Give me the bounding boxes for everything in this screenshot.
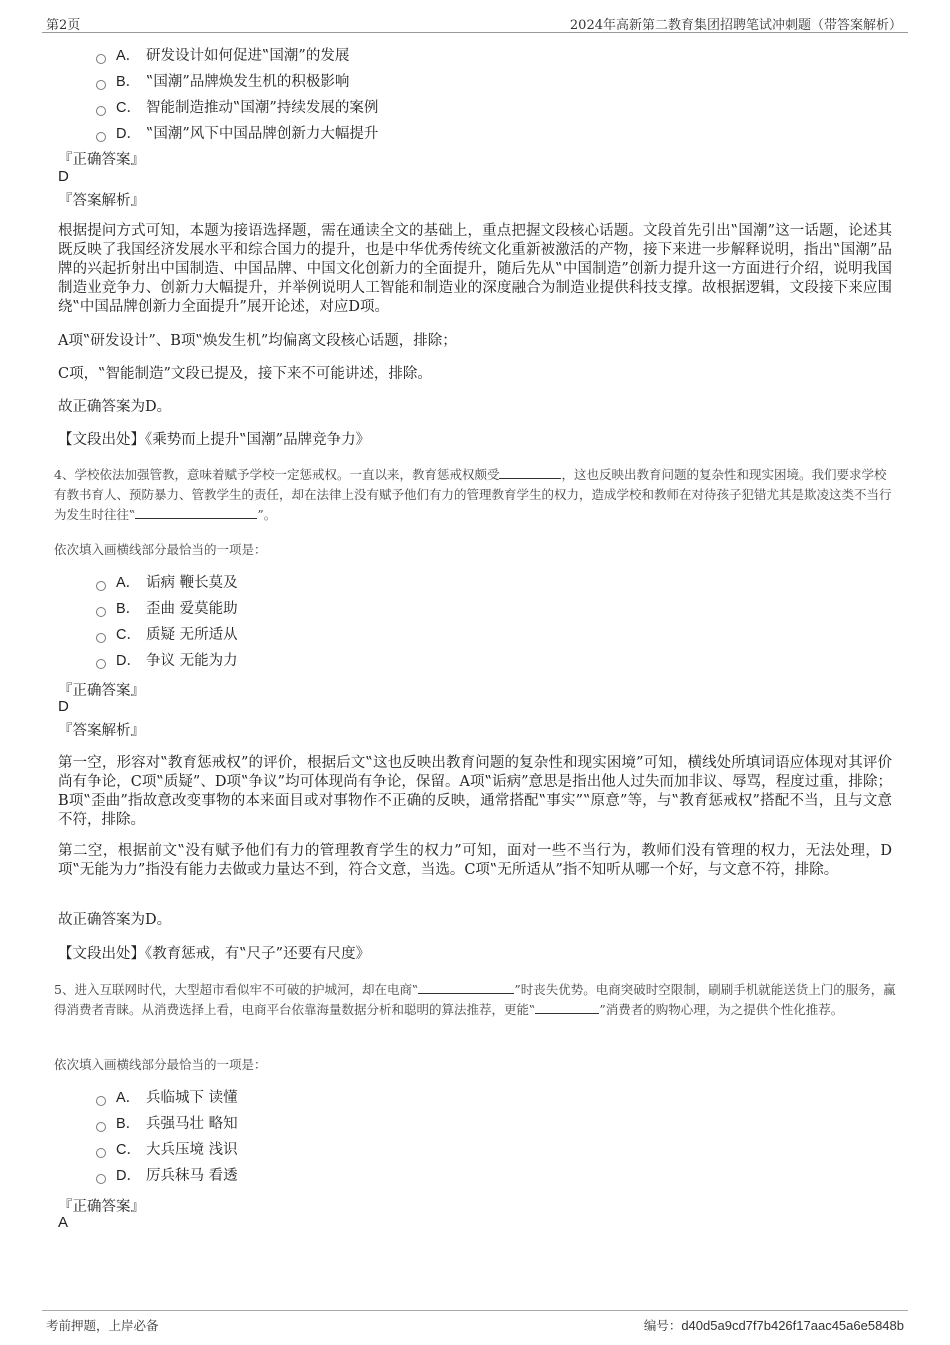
q3-analysis-paragraph: 根据提问方式可知，本题为接语选择题，需在通读全文的基础上，重点把握文段核心话题。文段首先引出‟国潮”这一话题，论述其既反映了我国经济发展水平和综合国力的提升，也是中华优秀传统文化重新被激活的产物，接下来进一步解释说明，指出‟国潮”品牌的兴起折射出中国制造、中国品牌、中国文化创新力的全面提升，随后先从‟中国制造”创新力提升这一方面进行介绍，说明我国制造业竞争力、创新力大幅提升，并举例说明人工智能和制造业的深度融合为制造业提供科技支撑。故根据逻辑，文段接下来应围绕‟中国品牌创新力全面提升”展开论述，对应D项。 bbox=[58, 223, 892, 315]
q4-prompt: 依次填入画横线部分最恰当的一项是： bbox=[54, 542, 267, 557]
q4-answer-tag: 『正确答案』 bbox=[58, 683, 145, 699]
q4-analysis-paragraph: 第二空，根据前文‟没有赋予他们有力的管理教育学生的权力”可知，面对一些不当行为，教师们没有管理的权力，无法处理，D项‟无能为力”指没有能力去做或力量达不到，符合文意，当选。C项‟无所适从”指不知听从哪一个好，与文意不符，排除。 bbox=[58, 843, 892, 878]
q4-analysis-tag: 『答案解析』 bbox=[58, 723, 145, 739]
q4-conclusion: 故正确答案为D。 bbox=[58, 912, 172, 928]
q3-analysis-paragraph: A项‟研发设计”、B项‟焕发生机”均偏离文段核心话题，排除； bbox=[58, 333, 457, 349]
q4-analysis-paragraph: 第一空，形容对‟教育惩戒权”的评价，根据后文‟这也反映出教育问题的复杂性和现实困境”可知，横线处所填词语应体现对其评价尚有争论，C项‟质疑”、D项‟争议”均可体现尚有争论，保留。A项‟诟病”意思是指出他人过失而加非议、辱骂，程度过重，排除；B项‟歪曲”指故意改变事物的本来面目或对事物作不正确的反映，通常搭配‟事实”‟原意”等，与‟教育惩戒权”搭配不当，且与文意不符，排除。 bbox=[58, 755, 892, 828]
radio-icon[interactable] bbox=[96, 80, 106, 90]
page-footer bbox=[42, 1310, 908, 1335]
page-header bbox=[42, 12, 908, 33]
q5-option-d[interactable]: D． 厉兵秣马 看透 bbox=[96, 1166, 238, 1192]
q4-option-c[interactable]: C． 质疑 无所适从 bbox=[96, 625, 238, 651]
radio-icon[interactable] bbox=[96, 1122, 106, 1132]
radio-icon[interactable] bbox=[96, 54, 106, 64]
page-number: 第2页 bbox=[46, 18, 81, 33]
q5-option-c[interactable]: C． 大兵压境 浅识 bbox=[96, 1140, 238, 1166]
q4-source: 【文段出处】《教育惩戒，有‟尺子”还要有尺度》 bbox=[58, 946, 371, 962]
q4-options bbox=[96, 573, 238, 677]
radio-icon[interactable] bbox=[96, 659, 106, 669]
q5-options bbox=[96, 1088, 238, 1192]
document-title: 2024年高新第二教育集团招聘笔试冲刺题（带答案解析） bbox=[569, 18, 902, 33]
q3-option-c[interactable]: C． 智能制造推动‟国潮”持续发展的案例 bbox=[96, 98, 378, 124]
radio-icon[interactable] bbox=[96, 106, 106, 116]
q3-options bbox=[96, 46, 378, 150]
q3-option-b[interactable]: B． ‟国潮”品牌焕发生机的积极影响 bbox=[96, 72, 378, 98]
q5-stem: 5、进入互联网时代，大型超市看似牢不可破的护城河，却在电商‟ ”时丧失优势。电商突破时空限制，刷刷手机就能送货上门的服务，赢得消费者青睐。从消费选择上看，电商平台依靠海量数据分析和聪明的算法推荐，更能‟ ”消费者的购物心理，为之提供个性化推荐。 bbox=[54, 982, 896, 1017]
q4-stem: 4、学校依法加强管教，意味着赋予学校一定惩戒权。一直以来，教育惩戒权颇受 ，这也反映出教育问题的复杂性和现实困境。我们要求学校有教书育人、预防暴力、管教学生的责任，却在法律上没有赋予他们有力的管理教育学生的权力，造成学校和教师在对待孩子犯错尤其是欺凌这类不当行为发生时往往‟ ”。 bbox=[54, 467, 892, 522]
q5-option-a[interactable]: A． 兵临城下 读懂 bbox=[96, 1088, 238, 1114]
q3-answer: D bbox=[58, 168, 69, 185]
q5-answer-tag: 『正确答案』 bbox=[58, 1199, 145, 1215]
q3-source: 【文段出处】《乘势而上提升‟国潮”品牌竞争力》 bbox=[58, 432, 371, 448]
q3-option-a[interactable]: A． 研发设计如何促进‟国潮”的发展 bbox=[96, 46, 378, 72]
blank-line[interactable] bbox=[418, 981, 514, 994]
radio-icon[interactable] bbox=[96, 1148, 106, 1158]
q4-answer: D bbox=[58, 698, 69, 715]
q4-option-d[interactable]: D． 争议 无能为力 bbox=[96, 651, 238, 677]
q3-conclusion: 故正确答案为D。 bbox=[58, 399, 172, 415]
blank-line[interactable] bbox=[135, 506, 257, 519]
blank-line[interactable] bbox=[499, 466, 561, 479]
q3-option-d[interactable]: D． ‟国潮”风下中国品牌创新力大幅提升 bbox=[96, 124, 378, 150]
radio-icon[interactable] bbox=[96, 1174, 106, 1184]
q5-answer: A bbox=[58, 1214, 69, 1231]
radio-icon[interactable] bbox=[96, 132, 106, 142]
q3-answer-tag: 『正确答案』 bbox=[58, 152, 145, 168]
q5-option-b[interactable]: B． 兵强马壮 略知 bbox=[96, 1114, 238, 1140]
blank-line[interactable] bbox=[535, 1001, 599, 1014]
radio-icon[interactable] bbox=[96, 1096, 106, 1106]
q3-analysis-tag: 『答案解析』 bbox=[58, 193, 145, 209]
q4-option-b[interactable]: B． 歪曲 爱莫能助 bbox=[96, 599, 238, 625]
q3-analysis-paragraph: C项，‟智能制造”文段已提及，接下来不可能讲述，排除。 bbox=[58, 366, 432, 382]
radio-icon[interactable] bbox=[96, 581, 106, 591]
q4-option-a[interactable]: A． 诟病 鞭长莫及 bbox=[96, 573, 238, 599]
q5-prompt: 依次填入画横线部分最恰当的一项是： bbox=[54, 1057, 267, 1072]
footer-code: 编号：d40d5a9cd7f7b426f17aac45a6e5848b bbox=[643, 1318, 904, 1333]
footer-slogan: 考前押题，上岸必备 bbox=[46, 1318, 159, 1333]
radio-icon[interactable] bbox=[96, 633, 106, 643]
radio-icon[interactable] bbox=[96, 607, 106, 617]
